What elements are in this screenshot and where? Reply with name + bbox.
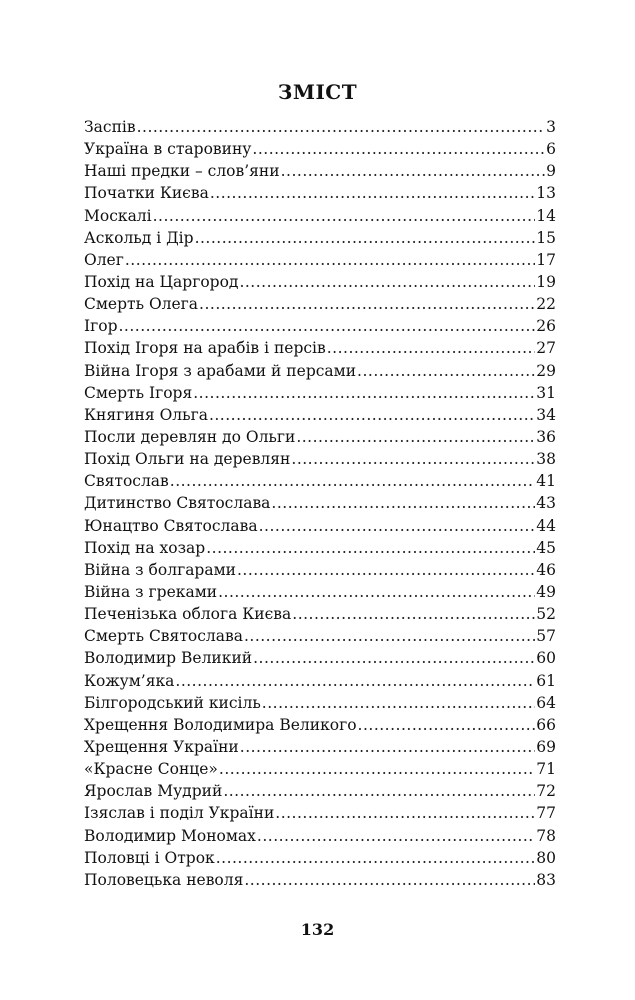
toc-entry-page: 6 [546,140,556,159]
toc-entry-title: Аскольд і Дір [84,228,194,247]
toc-entry [84,802,556,824]
page-title: ЗМІСТ [277,80,358,104]
page-number: 132 [300,920,335,939]
toc-entry-page: 66 [536,715,556,734]
toc-entry-page: 34 [536,405,556,424]
toc-entry-title: Смерть Ігоря [84,383,193,402]
toc-entry-title: Ярослав Мудрий [84,782,223,801]
toc-leader-dots [239,271,535,293]
toc-entry-page: 36 [536,427,556,446]
toc-entry [84,315,556,337]
toc-leader-dots [292,603,535,625]
toc-entry-title: Наші предки – слов’яни [84,162,280,181]
toc-leader-dots [257,825,535,847]
toc-leader-dots [253,647,535,669]
toc-leader-dots [193,382,535,404]
toc-entry-title: Війна Ігоря з арабами й персами [84,361,357,380]
toc-entry [84,271,556,293]
toc-leader-dots [357,360,535,382]
toc-entry [84,581,556,603]
toc-entry [84,647,556,669]
toc-entry-title: Білгородський кисіль [84,693,261,712]
toc-entry-title: Смерть Святослава [84,627,243,646]
toc-entry [84,758,556,780]
toc-entry [84,515,556,537]
toc-leader-dots [296,426,535,448]
toc-entry [84,847,556,869]
toc-entry-title: Заспів [84,118,136,136]
toc-leader-dots [259,515,536,537]
toc-entry-title: Юнацтво Святослава [84,516,258,535]
table-of-contents [84,116,556,891]
toc-entry-title: Хрещення Володимира Великого [84,715,357,734]
toc-entry-title: «Красне Сонце» [84,760,218,779]
toc-entry-title: Печенізька облога Києва [84,605,292,624]
toc-entry-title: Володимир Мономах [84,826,256,845]
toc-entry-page: 80 [536,848,556,867]
toc-entry-title: Половецька неволя [84,870,244,889]
toc-entry-page: 19 [536,272,556,291]
toc-leader-dots [175,670,535,692]
toc-entry-title: Війна з болгарами [84,560,236,579]
toc-leader-dots [206,537,535,559]
toc-entry-page: 43 [536,494,556,513]
toc-leader-dots [244,625,535,647]
toc-entry-title: Похід на хозар [84,538,206,557]
toc-entry-title: Хрещення України [84,737,239,756]
toc-leader-dots [262,692,535,714]
toc-leader-dots [210,182,535,204]
toc-entry-page: 26 [536,317,556,336]
toc-leader-dots [195,227,536,249]
toc-entry-title: Володимир Великий [84,649,253,668]
toc-entry [84,337,556,359]
toc-entry-page: 60 [536,649,556,668]
toc-entry-page: 29 [536,361,556,380]
toc-entry [84,692,556,714]
toc-entry-page: 57 [536,627,556,646]
toc-entry-page: 83 [536,870,556,889]
toc-entry-page: 13 [536,184,556,203]
toc-leader-dots [153,205,536,227]
toc-entry-page: 31 [536,383,556,402]
toc-entry [84,404,556,426]
toc-entry-title: Кожум’яка [84,671,175,690]
toc-entry-page: 69 [536,737,556,756]
toc-entry [84,559,556,581]
toc-entry [84,603,556,625]
toc-entry [84,470,556,492]
toc-entry-page: 46 [536,560,556,579]
toc-leader-dots [209,404,535,426]
toc-entry [84,227,556,249]
toc-entry-page: 52 [536,605,556,624]
toc-entry-title: Половці і Отрок [84,848,215,867]
toc-entry [84,360,556,382]
toc-entry-title: Ізяслав і поділ України [84,804,275,823]
toc-entry-page: 72 [536,782,556,801]
toc-entry [84,714,556,736]
toc-entry-page: 27 [536,339,556,358]
toc-entry-page: 38 [536,450,556,469]
toc-entry-title: Олег [84,250,124,269]
toc-entry-page: 71 [536,760,556,779]
toc-entry-title: Війна з греками [84,582,218,601]
toc-entry-page: 45 [536,538,556,557]
toc-entry-title: Похід Ольги на деревлян [84,450,291,469]
toc-entry-page: 64 [536,693,556,712]
toc-entry-page: 14 [536,206,556,225]
toc-leader-dots [170,470,536,492]
toc-entry [84,780,556,802]
toc-entry-page: 22 [536,295,556,314]
toc-entry-title: Святослав [84,472,169,491]
toc-leader-dots [237,559,535,581]
toc-entry-title: Москалі [84,206,152,225]
toc-entry-title: Княгиня Ольга [84,405,208,424]
toc-leader-dots [358,714,536,736]
toc-leader-dots [219,758,535,780]
toc-leader-dots [244,869,535,891]
toc-leader-dots [275,802,535,824]
toc-entry [84,736,556,758]
toc-entry [84,426,556,448]
toc-leader-dots [216,847,536,869]
toc-entry [84,537,556,559]
toc-entry [84,825,556,847]
toc-entry [84,116,556,138]
toc-entry-page: 41 [536,472,556,491]
toc-leader-dots [291,448,535,470]
toc-entry-title: Дитинство Святослава [84,494,271,513]
toc-entry-title: Ігор [84,317,118,336]
toc-leader-dots [137,116,546,138]
toc-entry-title: Похід на Царгород [84,272,239,291]
toc-entry-title: Україна в старовину [84,140,252,159]
toc-entry-page: 17 [536,250,556,269]
toc-entry-page: 78 [536,826,556,845]
toc-entry-title: Похід Ігоря на арабів і персів [84,339,326,358]
toc-entry-page: 3 [546,118,556,136]
toc-entry-title: Смерть Олега [84,295,199,314]
toc-leader-dots [125,249,535,271]
toc-entry [84,492,556,514]
toc-leader-dots [199,293,535,315]
toc-entry [84,625,556,647]
toc-entry-page: 15 [536,228,556,247]
toc-entry [84,205,556,227]
toc-leader-dots [223,780,535,802]
toc-leader-dots [281,160,546,182]
toc-entry [84,382,556,404]
toc-leader-dots [119,315,536,337]
toc-entry-page: 77 [536,804,556,823]
toc-entry [84,670,556,692]
toc-entry [84,138,556,160]
toc-entry [84,293,556,315]
toc-leader-dots [240,736,536,758]
toc-entry-page: 44 [536,516,556,535]
toc-entry-title: Посли деревлян до Ольги [84,427,296,446]
toc-leader-dots [252,138,545,160]
toc-entry [84,182,556,204]
toc-entry [84,249,556,271]
toc-entry [84,869,556,891]
toc-leader-dots [218,581,535,603]
toc-entry-title: Початки Києва [84,184,209,203]
toc-entry-page: 61 [536,671,556,690]
toc-leader-dots [271,492,535,514]
toc-entry [84,160,556,182]
toc-leader-dots [327,337,536,359]
toc-entry-page: 9 [546,162,556,181]
toc-entry [84,448,556,470]
toc-entry-page: 49 [536,582,556,601]
